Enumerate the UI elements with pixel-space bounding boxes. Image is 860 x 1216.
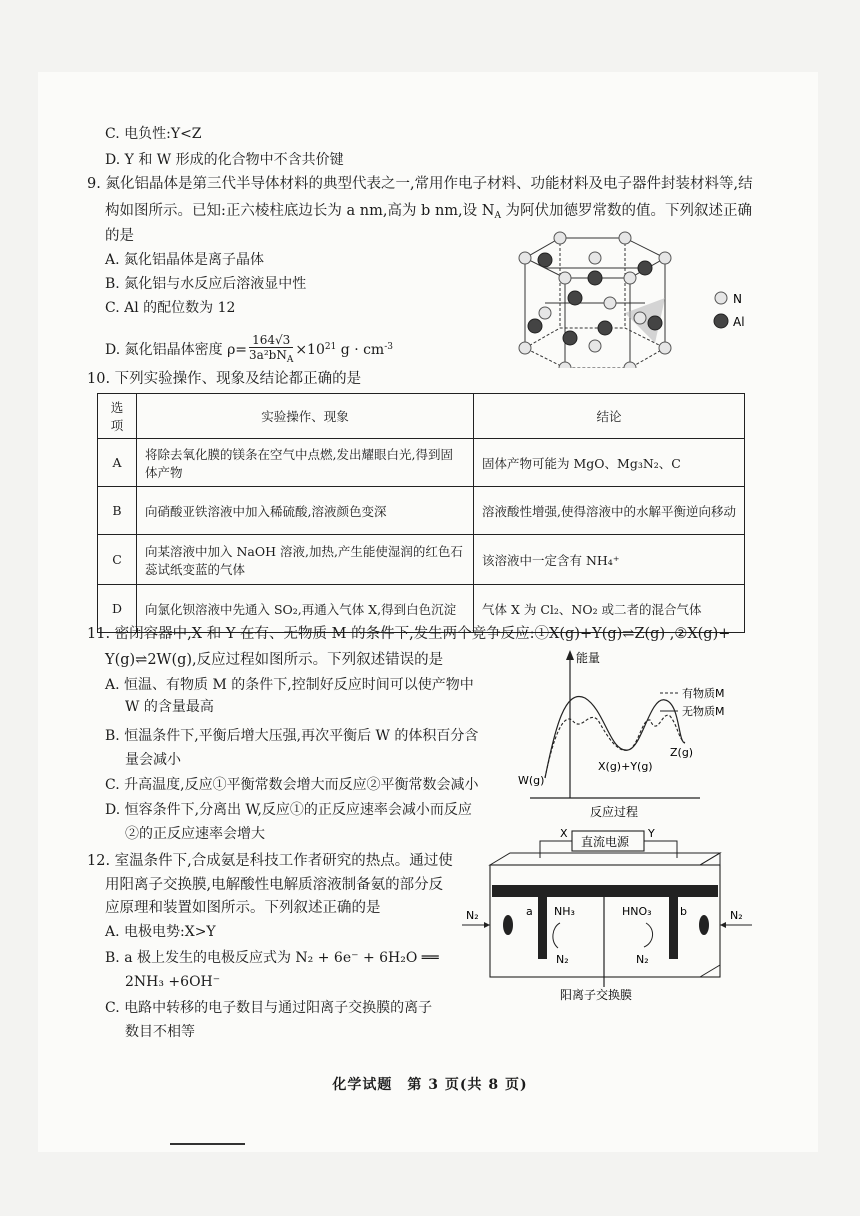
electrolysis-cell-diagram bbox=[462, 823, 762, 1003]
table-header-option: 选项 bbox=[98, 394, 137, 439]
table-header-conclusion: 结论 bbox=[474, 394, 745, 439]
q12-option-a: A. 电极电势:X>Y bbox=[105, 924, 216, 940]
q11-option-b-line2: 量会减小 bbox=[125, 752, 181, 768]
row-operation: 向氯化钡溶液中先通入 SO₂,再通入气体 X,得到白色沉淀 bbox=[137, 585, 474, 633]
row-option: C bbox=[98, 535, 137, 585]
q12-stem-line2: 用阳离子交换膜,电解酸性电解质溶液制备氨的部分反 bbox=[105, 877, 444, 893]
q11-stem-line1: 11. 密闭容器中,X 和 Y 在有、无物质 M 的条件下,发生两个竞争反应:①X(g)+Y(g)⇌Z(g) ,②X(g)+ bbox=[87, 626, 731, 642]
electrode-a bbox=[538, 897, 547, 959]
table-row bbox=[98, 439, 745, 487]
legend-n-icon bbox=[715, 292, 727, 304]
table-row bbox=[98, 535, 745, 585]
row-option: B bbox=[98, 487, 137, 535]
legend-al-icon bbox=[714, 314, 728, 328]
y-axis-label: 能量 bbox=[576, 651, 601, 665]
q9-option-a: A. 氮化铝晶体是离子晶体 bbox=[105, 252, 265, 268]
q10-stem: 10. 下列实验操作、现象及结论都正确的是 bbox=[87, 371, 362, 387]
legend-without-m: 无物质M bbox=[682, 705, 725, 718]
legend-n-label: N bbox=[733, 292, 742, 306]
page-footer: 化学试题 第 3 页(共 8 页) bbox=[332, 1077, 528, 1093]
label-b: b bbox=[680, 905, 687, 918]
q11-option-c: C. 升高温度,反应①平衡常数会增大而反应②平衡常数会减小 bbox=[105, 777, 479, 793]
table-header-row bbox=[98, 394, 745, 439]
electrode-b bbox=[669, 897, 678, 959]
energy-profile-diagram bbox=[510, 648, 770, 823]
q9-option-d: D. 氮化铝晶体密度 ρ= 164√3 $3a^2bN_A$ $\times 10^{21}$ $g \cdot cm^{-3}$ bbox=[105, 333, 393, 365]
label-a: a bbox=[526, 905, 533, 918]
label-xy: X(g)+Y(g) bbox=[598, 760, 653, 773]
q11-option-a-line1: A. 恒温、有物质 M 的条件下,控制好反应时间可以使产物中 bbox=[105, 677, 474, 693]
q9-stem-line1: 9. 氮化铝晶体是第三代半导体材料的典型代表之一,常用作电子材料、功能材料及电子器件封装材料等,结 bbox=[87, 176, 753, 192]
row-conclusion: 该溶液中一定含有 NH₄⁺ bbox=[474, 535, 745, 585]
table-header-operation: 实验操作、现象 bbox=[137, 394, 474, 439]
legend-with-m: 有物质M bbox=[682, 687, 725, 700]
q11-option-a-line2: W 的含量最高 bbox=[125, 699, 214, 715]
q12-option-c-line2: 数目不相等 bbox=[125, 1024, 195, 1040]
row-conclusion: 固体产物可能为 MgO、Mg₃N₂、C bbox=[474, 439, 745, 487]
label-n2-inlet-right: N₂ bbox=[730, 909, 743, 922]
row-option: D bbox=[98, 585, 137, 633]
table-row bbox=[98, 487, 745, 535]
terminal-y: Y bbox=[648, 827, 655, 840]
row-operation: 将除去氧化膜的镁条在空气中点燃,发出耀眼白光,得到固体产物 bbox=[137, 439, 474, 487]
row-operation: 向硝酸亚铁溶液中加入稀硫酸,溶液颜色变深 bbox=[137, 487, 474, 535]
q11-option-b-line1: B. 恒温条件下,平衡后增大压强,再次平衡后 W 的体积百分含 bbox=[105, 728, 479, 744]
q12-option-c-line1: C. 电路中转移的电子数目与通过阳离子交换膜的离子 bbox=[105, 1000, 433, 1016]
q9-option-c: C. Al 的配位数为 12 bbox=[105, 300, 236, 316]
q8-option-d: D. Y 和 W 形成的化合物中不含共价键 bbox=[105, 152, 344, 168]
aln-crystal-structure bbox=[505, 218, 775, 368]
q8-option-c: C. 电负性:Y<Z bbox=[105, 126, 202, 142]
row-operation: 向某溶液中加入 NaOH 溶液,加热,产生能使湿润的红色石蕊试纸变蓝的气体 bbox=[137, 535, 474, 585]
experiment-table bbox=[97, 393, 745, 633]
q12-option-b-line2: 2NH₃ +6OH⁻ bbox=[125, 974, 221, 990]
q9-stem-line2: 构如图所示。已知:正六棱柱底边长为 a nm,高为 b nm,设 $N_A$ 为阿伏加德罗常数的值。下列叙述正确 bbox=[105, 203, 753, 221]
top-plate bbox=[492, 885, 718, 897]
q12-option-b-line1: B. a 极上发生的电极反应式为 N₂ + 6e⁻ + 6H₂O ══ bbox=[105, 950, 439, 966]
q9-stem-line3: 的是 bbox=[105, 228, 134, 244]
q11-option-d-line2: ②的正反应速率会增大 bbox=[125, 826, 265, 842]
label-w: W(g) bbox=[518, 774, 545, 787]
legend-al-label: Al bbox=[733, 315, 745, 329]
terminal-x: X bbox=[560, 827, 568, 840]
label-n2-inlet-left: N₂ bbox=[466, 909, 479, 922]
label-hno3: HNO₃ bbox=[622, 905, 652, 918]
x-axis-label: 反应过程 bbox=[590, 805, 639, 819]
row-option: A bbox=[98, 439, 137, 487]
q12-stem-line1: 12. 室温条件下,合成氨是科技工作者研究的热点。通过使 bbox=[87, 853, 453, 869]
q11-option-d-line1: D. 恒容条件下,分离出 W,反应①的正反应速率会减小而反应 bbox=[105, 802, 472, 818]
q11-stem-line2: Y(g)⇌2W(g),反应过程如图所示。下列叙述错误的是 bbox=[105, 652, 444, 668]
q12-stem-line3: 应原理和装置如图所示。下列叙述正确的是 bbox=[105, 900, 381, 916]
row-conclusion: 溶液酸性增强,使得溶液中的水解平衡逆向移动 bbox=[474, 487, 745, 535]
power-label: 直流电源 bbox=[581, 835, 630, 849]
label-n2-right: N₂ bbox=[636, 953, 649, 966]
label-n2-left: N₂ bbox=[556, 953, 569, 966]
label-z: Z(g) bbox=[670, 746, 694, 759]
q9-option-b: B. 氮化铝与水反应后溶液显中性 bbox=[105, 276, 307, 292]
label-nh3: NH₃ bbox=[554, 905, 575, 918]
membrane-label: 阳离子交换膜 bbox=[560, 988, 633, 1002]
scan-mark bbox=[170, 1143, 245, 1145]
row-conclusion: 气体 X 为 Cl₂、NO₂ 或二者的混合气体 bbox=[474, 585, 745, 633]
